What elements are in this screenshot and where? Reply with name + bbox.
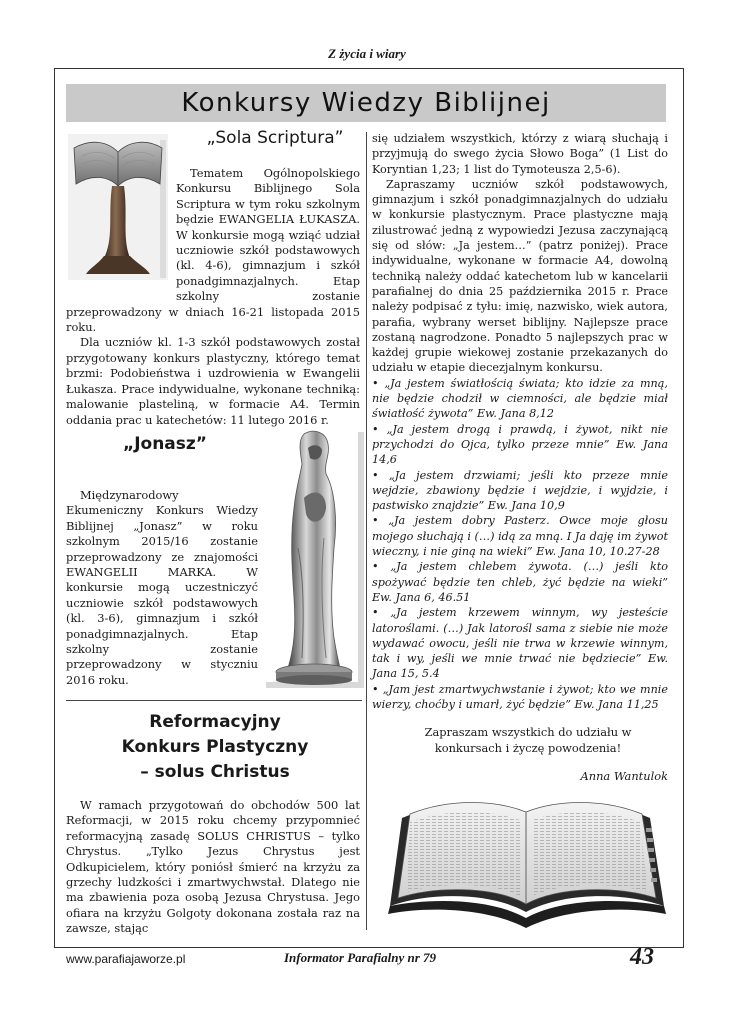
sola-scriptura-text [66,166,360,428]
bullet-mark: • [372,682,379,696]
verse-text: „Ja jestem chlebem żywota. (…) jeśli kto spożywać będzie ten chleb, żyć będzie na wieki” Ew. Jana 6, 46.51 [372,560,668,604]
sola-scriptura-heading: „Sola Scriptura” [206,128,344,148]
reform-heading [70,710,360,785]
bullet-mark: • [372,514,379,528]
verse-text: „Ja jestem krzewem winnym, wy jesteście latoroślami. (…) Jak latorośl sama z siebie nie może wydawać owocu, jeśli nie trwa w krzewie winnym, tak i wy, jeśli we mnie trwać nie będziecie” Ew. Jana 15, 5.4 [372,606,668,681]
right-p-continued: się udziałem wszystkich, którzy z wiarą słuchają i przyjmują do swego życia Słowo Boga” (1 List do Koryntian 1,23; 1 list do Tymoteusza 2,5-6). [372,132,668,176]
verse-text: „Ja jestem dobry Pasterz. Owce moje głosu mojego słuchają i (…) idą za mną. I Ja daję im żywot wieczny, i nie giną na wieki” Ew. Jana 10, 10.27-28 [372,514,668,559]
right-p2: Zapraszamy uczniów szkół podstawowych, gimnazjum i szkół ponadgimnazjalnych do udziału w konkursie plastycznym. Prace plastyczne mają zilustrować jedną z wypowiedzi Jezusa zaczynającą się od słów: „Ja jestem…” (patrz poniżej). Prace indywidualne, wykonane w formacie A4, dowolną techniką należy oddać katechetom lub w kancelarii parafialnej do dnia 25 października 2015 r. Prace należy podpisać z tyłu: imię, nazwisko, wiek autora, parafia, wybrany werset biblijny. Najlepsze prace zostaną nagrodzone. Ponadto 5 najlepszych prac w każdej grupie wiekowej zostanie przekazanych do udziału w etapie diecezjalnym konkursu. [372,177,668,375]
open-bible-photo [384,788,670,934]
page-number: 43 [630,944,654,970]
verse-text: „Jam jest zmartwychwstanie i żywot; kto we mnie wierzy, choćby i umarł, żyć będzie” Ew. Jana 11,25 [372,682,669,711]
reform-heading-line-1: Reformacyjny [149,712,281,732]
verse-text: „Ja jestem drogą i prawdą, i żywot, nikt nie przychodzi do Ojca, tylko przeze mnie” Ew. Jana 14,6 [372,422,669,467]
verse-bullet [372,376,668,422]
reform-p1: W ramach przygotowań do obchodów 500 lat Reformacji, w 2015 roku chcemy przypomnieć reformacyjną zasadę SOLUS CHRISTUS – tylko Chrystus. „Tylko Jezus Chrystus jest Odkupicielem, który poniósł śmierć na krzyżu za grzechy ludzkości i zmartwychwstał. Dlatego nie ma zbawienia poza osobą Jezusa Chrystusa. Jego ofiara na krzyżu Golgoty dokonana została raz na zawsze, stając [66,798,360,936]
verse-bullet [372,559,668,605]
right-column-text [372,131,668,712]
bullet-mark: • [372,560,379,574]
bullet-mark: • [372,468,379,482]
section-divider [66,700,362,701]
verse-text: „Ja jestem drzwiami; jeśli kto przeze mnie wejdzie, zbawiony będzie i wejdzie, i wyjdzie, i pastwisko znajdzie” Ew. Jana 10,9 [372,468,668,513]
float-spacer [66,166,176,294]
verse-text: „Ja jestem światłością świata; kto idzie za mną, nie będzie chodził w ciemności, ale będzie miał światłość żywota” Ew. Jana 8,12 [372,376,668,421]
reform-heading-line-2: Konkurs Plastyczny [121,737,309,757]
footer-url: www.parafiajaworze.pl [66,952,186,966]
bullet-mark: • [372,376,379,390]
page-title: Konkursy Wiedzy Biblijnej [66,84,666,122]
verse-bullet [372,513,668,559]
bullet-mark: • [372,422,379,436]
invitation-text: Zapraszam wszystkich do udziału w konkursach i życzę powodzenia! [424,725,632,755]
footer-magazine-title: Informator Parafialny nr 79 [284,950,437,965]
verse-bullet [372,682,668,713]
signature: Anna Wantulok [580,769,668,783]
reform-heading-line-3: – solus Christus [140,762,290,782]
verse-bullet [372,605,668,681]
sola-p1: Tematem Ogólnopolskiego Konkursu Biblijnego Sola Scriptura w tym roku szkolnym będzie EWANGELIA ŁUKASZA. W konkursie mogą wziąć udział uczniowie szkół podstawowych (kl. 4-6), gimnazjum i szkół ponadgimnazjalnych. Etap szkolny zostanie przeprowadzony w dniach 16-21 listopada 2015 roku. [66,166,360,335]
verse-bullet [372,422,668,468]
jonasz-heading: „Jonasz” [123,434,207,454]
running-head: Z życia i wiary [328,46,406,61]
jonasz-text [66,488,258,688]
sola-p2: Dla uczniów kl. 1-3 szkół podstawowych został przygotowany konkurs plastyczny, którego temat brzmi: Podobieństwa i uzdrowienia w Ewangelii Łukasza. Prace indywidualne, wykonane techniką: malowanie plasteliną, w formacie A4. Termin oddania prac u katechetów: 11 lutego 2016 r. [66,335,360,427]
bullet-mark: • [372,606,379,620]
jonasz-statuette-photo [264,428,364,690]
jonasz-p1: Międzynarodowy Ekumeniczny Konkurs Wiedzy Biblijnej „Jonasz” w roku szkolnym 2015/16 zostanie przeprowadzony ze znajomości EWANGELII MARKA. W konkursie mogą uczestniczyć uczniowie szkół podstawowych (kl. 3-6), gimnazjum i szkół ponadgimnazjalnych. Etap szkolny zostanie przeprowadzony w styczniu 2016 roku. [66,488,258,687]
reform-text [66,798,360,937]
column-divider [366,132,367,930]
verse-bullet [372,468,668,514]
